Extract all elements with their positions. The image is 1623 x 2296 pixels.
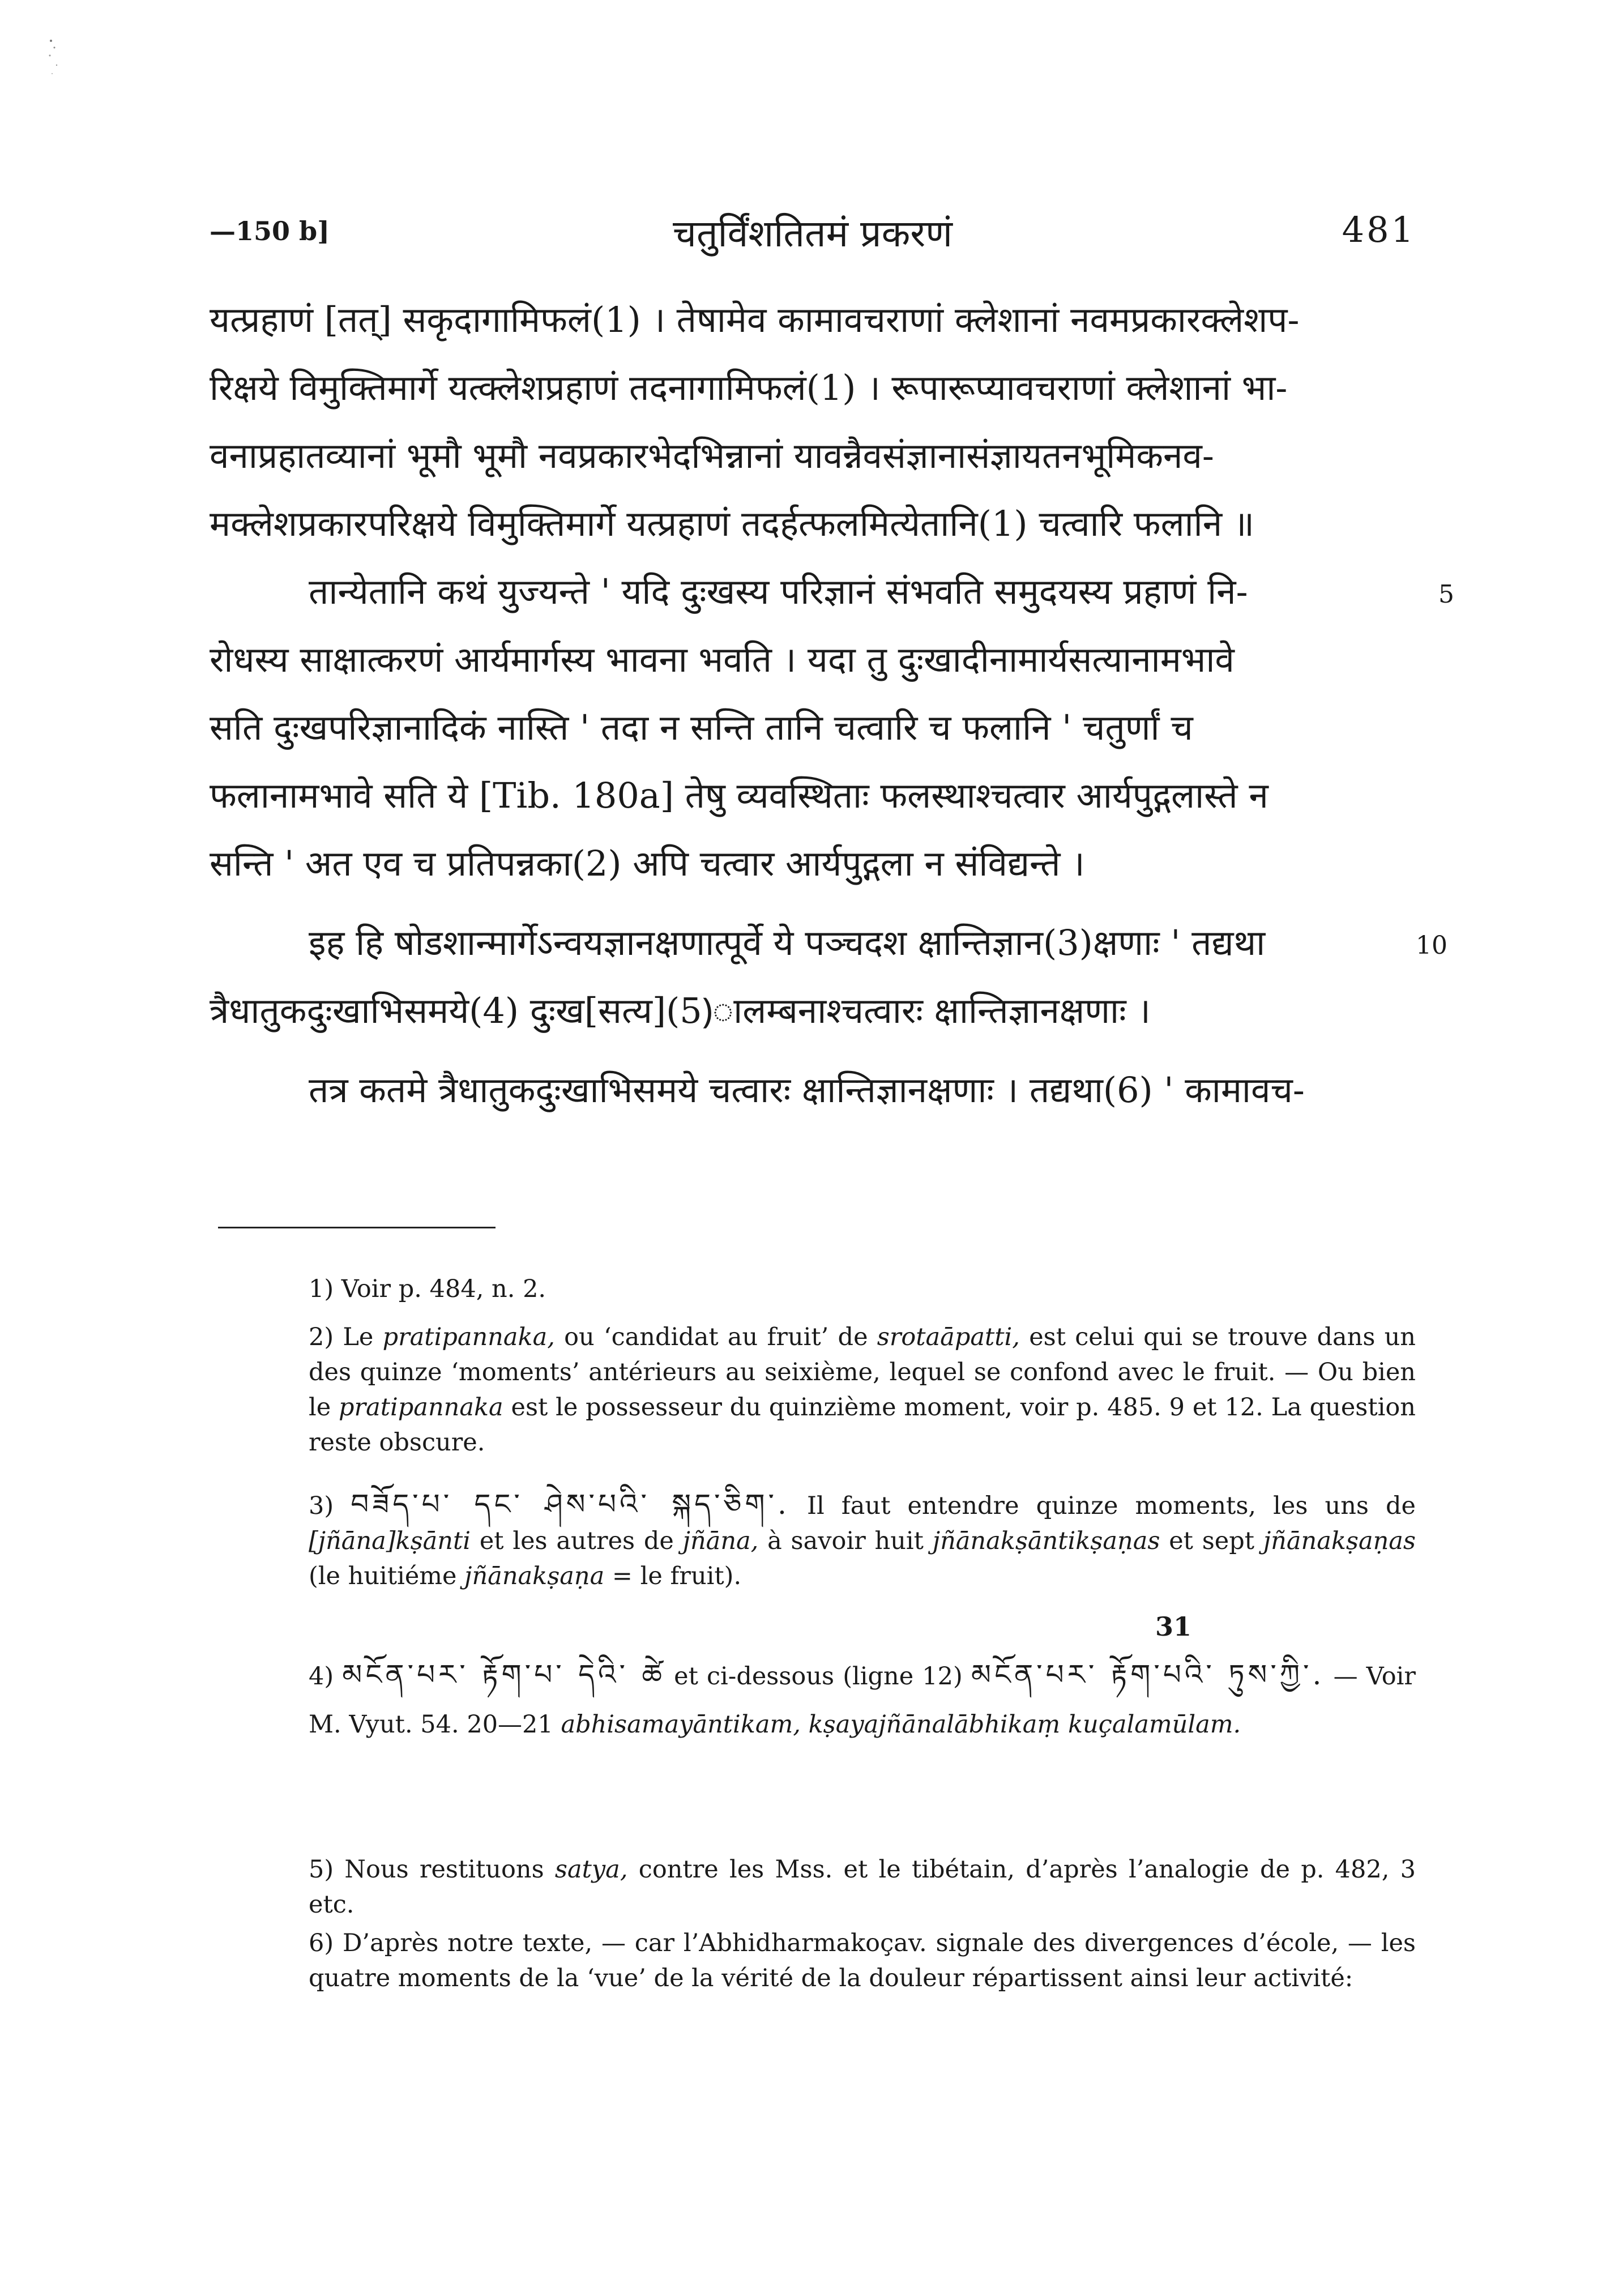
text-line: रिक्षये विमुक्तिमार्गे यत्क्लेशप्रहाणं तदनागामिफलं(1) । रूपारूप्यावचराणां क्लेशानां भा-	[210, 367, 1288, 408]
term: pratipannaka,	[382, 1323, 555, 1351]
footnote-text: 5) Nous restituons	[309, 1855, 555, 1884]
text-line: इह हि षोडशान्मार्गेऽन्वयज्ञानक्षणात्पूर्वे ये पञ्चदश क्षान्तिज्ञान(3)क्षणाः ' तद्यथा	[309, 922, 1266, 963]
term: srotaāpatti,	[877, 1323, 1020, 1351]
term: abhisamayāntikam, kṣayajñānalābhikaṃ kuçalamūlam.	[561, 1710, 1241, 1739]
line-number: 5	[1438, 580, 1454, 609]
text-line: रोधस्य साक्षात्करणं आर्यमार्गस्य भावना भवति । यदा तु दुःखादीनामार्यसत्यानामभावे	[210, 639, 1235, 680]
footnote-number: 4)	[309, 1662, 334, 1691]
signature-mark: 31	[1155, 1611, 1192, 1642]
term: jñānakṣaṇa	[464, 1562, 605, 1590]
text-line: सन्ति ' अत एव च प्रतिपन्नका(2) अपि चत्वार आर्यपुद्गला न संविद्यन्ते ।	[210, 843, 1085, 884]
footnote-text: 1) Voir p. 484, n. 2.	[309, 1275, 546, 1303]
text-line: तत्र कतमे त्रैधातुकदुःखाभिसमये चत्वारः क्षान्तिज्ञानक्षणाः । तद्यथा(6) ' कामावच-	[309, 1069, 1305, 1111]
footnote-4	[210, 1651, 1416, 1749]
footnote-text: (le huitiéme	[309, 1562, 465, 1590]
footnote-2	[210, 1320, 1416, 1460]
footnote-rule	[218, 1227, 496, 1228]
text-line: सति दुःखपरिज्ञानादिकं नास्ति ' तदा न सन्ति तानि चत्वारि च फलानि ' चतुर्णां च	[210, 707, 1193, 748]
term: jñāna,	[682, 1527, 759, 1555]
term: [jñāna]kṣānti	[309, 1527, 471, 1555]
footnote-text: = le fruit).	[604, 1562, 742, 1590]
text-line: तान्येतानि कथं युज्यन्ते ' यदि दुःखस्य परिज्ञानं संभवति समुदयस्य प्रहाणं नि-	[309, 571, 1248, 612]
footnote-text: ou ‘candidat au fruit’ de	[554, 1323, 877, 1351]
footnote-text: Il faut entendre quinze moments, les uns de	[789, 1492, 1416, 1520]
page-range: —150 b]	[210, 216, 330, 246]
text-line: मक्लेशप्रकारपरिक्षये विमुक्तिमार्गे यत्प्रहाणं तदर्हत्फलमित्येतानि(1) चत्वारि फलानि ॥	[210, 503, 1254, 544]
scan-specks	[45, 34, 79, 102]
term: satya,	[554, 1855, 628, 1884]
footnote-1	[210, 1271, 1416, 1307]
footnote-text: — Voir M. Vyut. 54. 20—21	[309, 1662, 1416, 1739]
footnote-text: 2) Le	[309, 1323, 383, 1351]
footnote-text: est celui qui se trouve dans un des quinze ‘moments’ antérieurs au seixième, lequel se confond avec le fruit. — Ou bien le	[309, 1323, 1416, 1422]
text-line: यत्प्रहाणं [तत्] सकृदागामिफलं(1) । तेषामेव कामावचराणां क्लेशानां नवमप्रकारक्लेशप-	[210, 299, 1300, 340]
footnote-5	[210, 1852, 1416, 1922]
text-line: वनाप्रहातव्यानां भूमौ भूमौ नवप्रकारभेदभिन्नानां यावन्नैवसंज्ञानासंज्ञायतनभूमिकनव-	[210, 435, 1214, 476]
running-header	[210, 207, 1416, 258]
footnote-text: et sept	[1160, 1527, 1263, 1555]
term: jñānakṣāntikṣaṇas	[932, 1527, 1160, 1555]
chapter-title: चतुर्विंशतितमं प्रकरणं	[673, 212, 953, 255]
footnote-text: contre les Mss. et le tibétain, d’après l’analogie de p. 482, 3 etc.	[309, 1855, 1416, 1919]
footnote-text: 6) D’après notre texte, — car l’Abhidharmakoçav. signale des divergences d’école, — les quatre moments de la ‘vue’ de la vérité de la douleur répartissent ainsi leur activité:	[309, 1929, 1416, 1992]
text-line: त्रैधातुकदुःखाभिसमये(4) दुःख[सत्य](5)ालम्बनाश्चत्वारः क्षान्तिज्ञानक्षणाः ।	[210, 990, 1151, 1031]
footnote-text: et ci-dessous (ligne 12)	[665, 1662, 971, 1691]
term: pratipannaka	[339, 1393, 503, 1422]
tibetan-phrase: བཟོད་པ་ དང་ ཤེས་པའི་ སྐད་ཅིག་.	[351, 1488, 790, 1521]
footnote-text: à savoir huit	[758, 1527, 933, 1555]
footnote-3	[210, 1487, 1416, 1594]
footnote-text: est le possesseur du quinzième moment, voir p. 485. 9 et 12. La question reste obscure.	[309, 1393, 1416, 1457]
footnote-number: 3)	[309, 1492, 334, 1520]
footnote-text: et les autres de	[471, 1527, 683, 1555]
line-number: 10	[1416, 931, 1447, 960]
text-line: फलानामभावे सति ये [Tib. 180a] तेषु व्यवस्थिताः फलस्थाश्चत्वार आर्यपुद्गलास्ते न	[210, 775, 1268, 816]
tibetan-phrase: མངོན་པར་ རྟོག་པའི་ ཏུས་ཀྱི་.	[971, 1658, 1325, 1691]
tibetan-phrase: མངོན་པར་ རྟོག་པ་ དེའི་ ཚེ	[342, 1658, 665, 1691]
term: jñānakṣaṇas	[1263, 1527, 1416, 1555]
footnote-6	[210, 1926, 1416, 1996]
page-number: 481	[1342, 209, 1416, 250]
